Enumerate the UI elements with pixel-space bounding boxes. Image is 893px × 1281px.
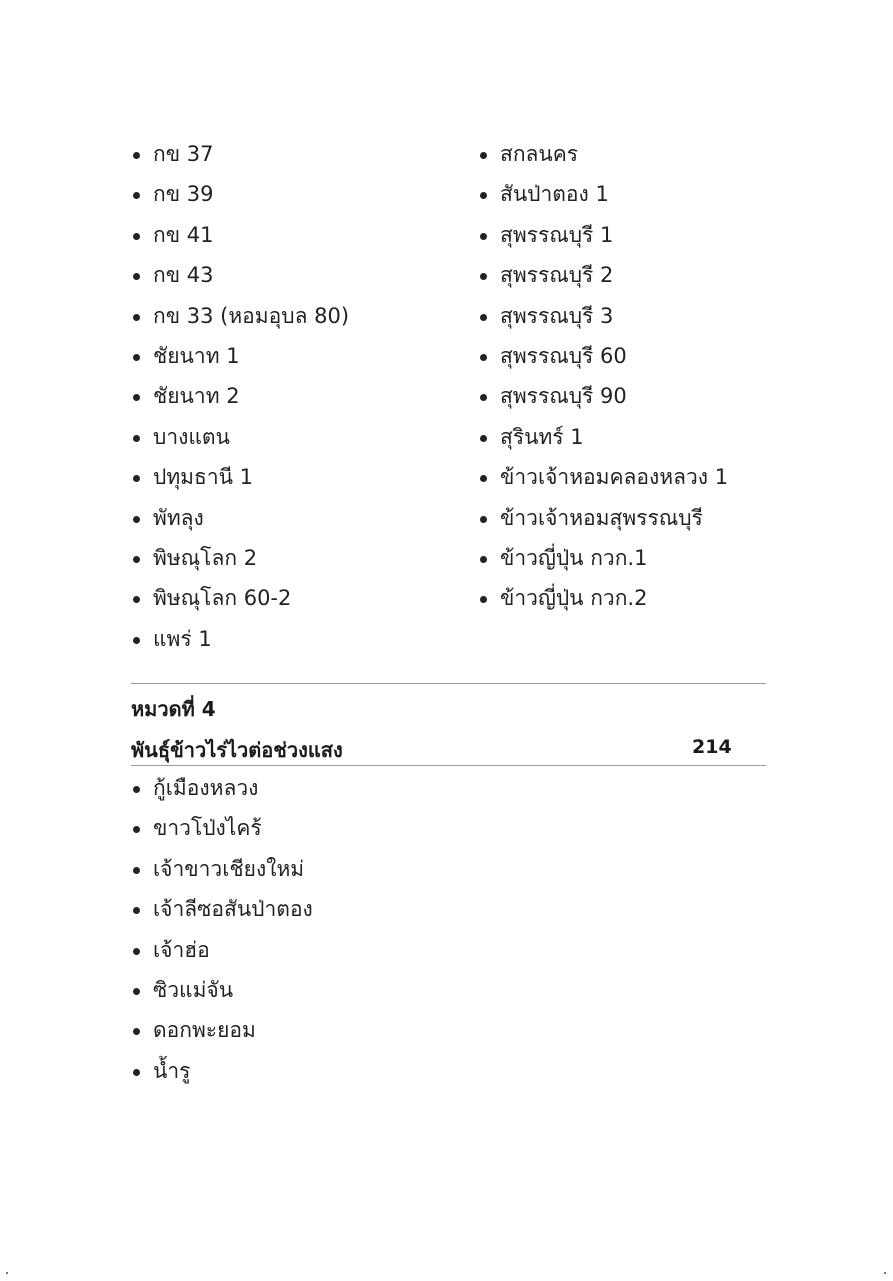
list-item: กข 33 (หอมอุบล 80) [131, 296, 349, 336]
list-item: ข้าวเจ้าหอมคลองหลวง 1 [478, 457, 728, 497]
list-item: สุรินทร์ 1 [478, 417, 728, 457]
list-item: เจ้าฮ่อ [131, 930, 313, 970]
section-divider-top [131, 683, 766, 684]
category-title: พันธุ์ข้าวไร่ไวต่อช่วงแสง [131, 738, 343, 762]
list-item: กข 39 [131, 174, 349, 214]
list-item: สันป่าตอง 1 [478, 174, 728, 214]
list-item: กข 37 [131, 134, 349, 174]
crop-mark-right [884, 1272, 886, 1274]
list-item: ข้าวญี่ปุ่น กวก.1 [478, 538, 728, 578]
list-item: เจ้าลีซอสันป่าตอง [131, 889, 313, 929]
list-item: ข้าวญี่ปุ่น กวก.2 [478, 578, 728, 618]
list-item: กู้เมืองหลวง [131, 768, 313, 808]
list-item: ขาวโป่งไคร้ [131, 808, 313, 848]
variety-list-left [131, 134, 349, 659]
list-item: ชัยนาท 1 [131, 336, 349, 376]
list-item: ดอกพะยอม [131, 1010, 313, 1050]
list-item: สุพรรณบุรี 1 [478, 215, 728, 255]
list-item: ปทุมธานี 1 [131, 457, 349, 497]
category-page-number: 214 [692, 736, 732, 758]
category-label: หมวดที่ 4 [131, 697, 216, 721]
list-item: สุพรรณบุรี 3 [478, 296, 728, 336]
category-variety-list [131, 768, 313, 1091]
list-item: เจ้าขาวเชียงใหม่ [131, 849, 313, 889]
variety-list-right [478, 134, 728, 619]
list-item: น้ำรู [131, 1051, 313, 1091]
list-item: พิษณุโลก 60-2 [131, 578, 349, 618]
list-item: บางแตน [131, 417, 349, 457]
list-item: กข 43 [131, 255, 349, 295]
list-item: แพร่ 1 [131, 619, 349, 659]
section-divider-bottom [131, 765, 766, 766]
list-item: สุพรรณบุรี 60 [478, 336, 728, 376]
list-item: กข 41 [131, 215, 349, 255]
list-item: ซิวแม่จัน [131, 970, 313, 1010]
crop-mark-left [6, 1272, 8, 1274]
list-item: ชัยนาท 2 [131, 376, 349, 416]
list-item: สุพรรณบุรี 2 [478, 255, 728, 295]
list-item: สุพรรณบุรี 90 [478, 376, 728, 416]
list-item: พิษณุโลก 2 [131, 538, 349, 578]
list-item: ข้าวเจ้าหอมสุพรรณบุรี [478, 498, 728, 538]
list-item: พัทลุง [131, 498, 349, 538]
list-item: สกลนคร [478, 134, 728, 174]
